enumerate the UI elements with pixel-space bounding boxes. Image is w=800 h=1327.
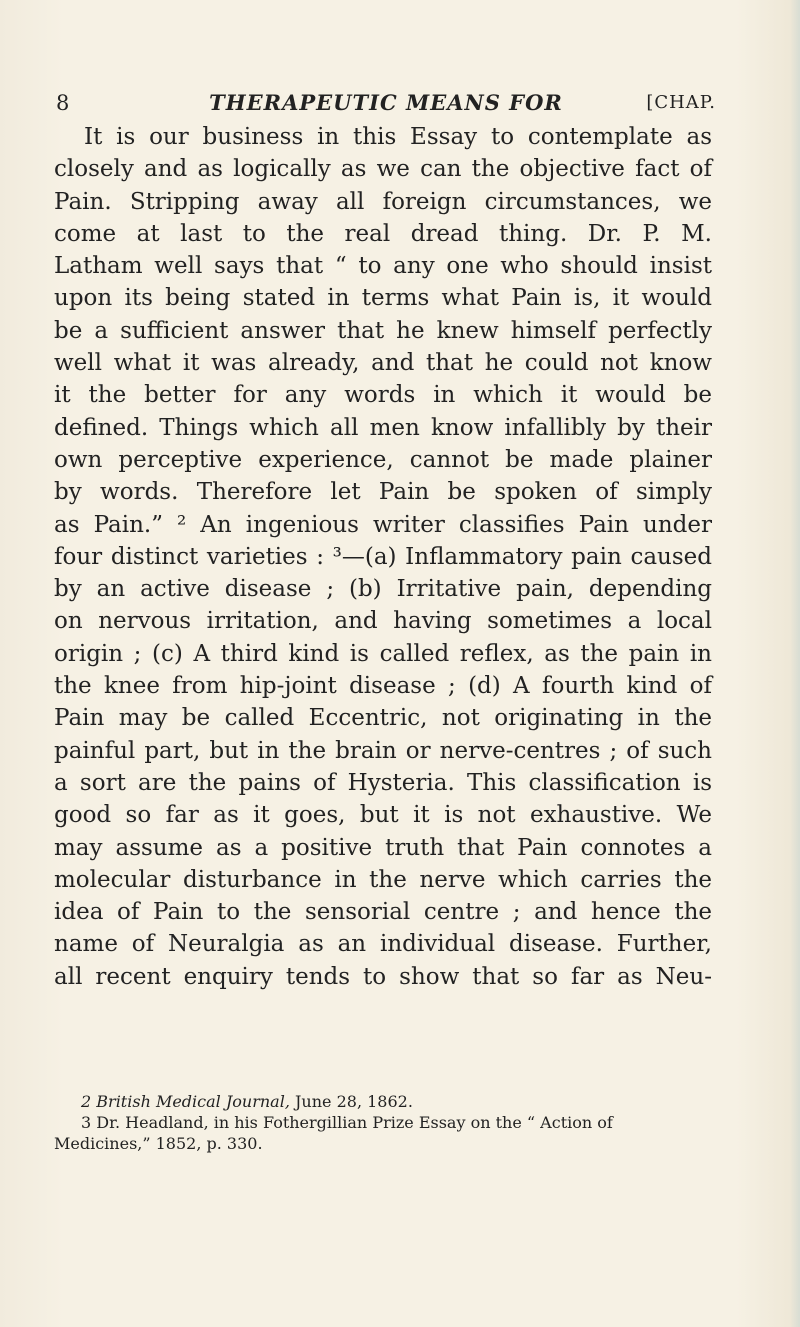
text-line: may assume as a positive truth that Pain connotes a	[54, 834, 712, 861]
page-number: 8	[56, 91, 70, 115]
text-line: well what it was already, and that he could not know	[54, 350, 712, 377]
text-line: it the better for any words in which it would be	[54, 382, 712, 409]
footnote-2	[54, 1091, 712, 1112]
running-header	[56, 88, 716, 118]
text-line: closely and as logically as we can the objective fact of	[54, 156, 712, 183]
text-line: four distinct varieties : ³—(a) Inflammatory pain caused	[54, 543, 712, 570]
text-line: come at last to the real dread thing. Dr. P. M.	[54, 220, 712, 247]
text-line: be a sufficient answer that he knew himself perfectly	[54, 317, 712, 344]
footnote-2-source: British Medical Journal,	[96, 1092, 290, 1111]
text-line: Pain. Stripping away all foreign circumstances, we	[54, 188, 712, 215]
text-line: origin ; (c) A third kind is called reflex, as the pain in	[54, 640, 712, 667]
text-line: by words. Therefore let Pain be spoken of simply	[54, 479, 712, 506]
footnote-3-line-1: 3 Dr. Headland, in his Fothergillian Prize Essay on the “ Action of	[81, 1113, 613, 1132]
text-line: own perceptive experience, cannot be made plainer	[54, 446, 712, 473]
footnote-3-line-2: Medicines,” 1852, p. 330.	[54, 1134, 263, 1153]
footnotes	[54, 1091, 712, 1154]
running-title: THERAPEUTIC MEANS FOR	[209, 90, 563, 115]
body-text	[54, 121, 712, 993]
text-line: idea of Pain to the sensorial centre ; and hence the	[54, 899, 712, 926]
text-line: It is our business in this Essay to contemplate as	[84, 124, 712, 150]
text-line: the knee from hip-joint disease ; (d) A fourth kind of	[54, 673, 712, 700]
text-line: on nervous irritation, and having sometimes a local	[54, 608, 712, 635]
text-line: name of Neuralgia as an individual disease. Further,	[54, 931, 712, 958]
text-line: molecular disturbance in the nerve which carries the	[54, 866, 712, 893]
text-line: by an active disease ; (b) Irritative pain, depending	[54, 576, 712, 603]
footnote-2-marker: 2	[81, 1092, 92, 1111]
text-line: Latham well says that “ to any one who should insist	[54, 253, 712, 280]
text-line: Pain may be called Eccentric, not originating in the	[54, 705, 712, 732]
text-line: as Pain.” ² An ingenious writer classifies Pain under	[54, 511, 712, 538]
chapter-mark: [CHAP.	[646, 92, 716, 113]
text-line: painful part, but in the brain or nerve-centres ; of such	[54, 737, 712, 764]
footnote-2-date: June 28, 1862.	[295, 1092, 413, 1111]
page-edge-shadow	[790, 0, 800, 1327]
text-line: upon its being stated in terms what Pain is, it would	[54, 285, 712, 312]
text-line: defined. Things which all men know infallibly by their	[54, 414, 712, 441]
text-line: a sort are the pains of Hysteria. This classification is	[54, 769, 712, 796]
text-line: all recent enquiry tends to show that so far as Neu-	[54, 963, 712, 990]
text-line: good so far as it goes, but it is not exhaustive. We	[54, 802, 712, 829]
